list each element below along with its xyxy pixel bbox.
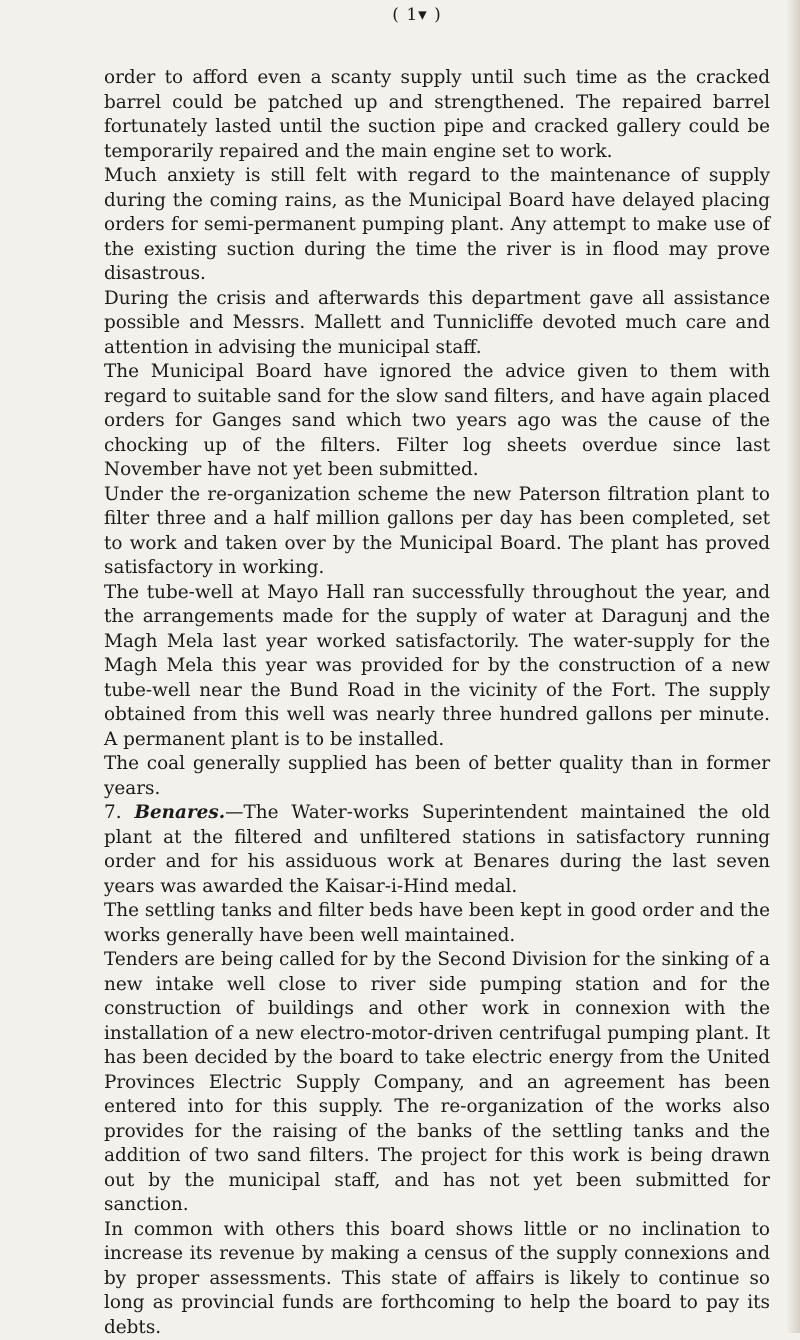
paragraph-2: Much anxiety is still felt with regard to the maintenance of supply during the coming rains, as the Municipal Board have delayed placing orders for semi-permanent pumping plant. Any attempt to make use of the existing suction during the time the river is in flood may prove disastrous. <box>104 164 770 287</box>
benares-paragraph-2: Tenders are being called for by the Second Division for the sinking of a new intake well close to river side pumping station and for the construction of buildings and other work in connexion with the installation of a new electro-motor-driven centrifugal pumping plant. It has been decided by the board to take electric energy from the United Provinces Electric Supply Company, and an agreement has been entered into for this supply. The re-organization of the works also provides for the raising of the banks of the settling tanks and the addition of two sand filters. The project for this work is being drawn out by the municipal staff, and has not yet been submitted for sanction. <box>104 948 770 1218</box>
benares-section-heading-paragraph <box>104 801 770 899</box>
benares-paragraph-1: The settling tanks and filter beds have been kept in good order and the works generally have been well maintained. <box>104 899 770 948</box>
paragraph-4: The Municipal Board have ignored the advice given to them with regard to suitable sand for the slow sand filters, and have again placed orders for Ganges sand which two years ago was the cause of the chocking up of the filters. Filter log sheets overdue since last November have not yet been submitted. <box>104 360 770 483</box>
benares-paragraph-3: In common with others this board shows little or no inclination to increase its revenue by making a census of the supply connexions and by proper assessments. This state of affairs is likely to continue so long as provincial funds are forthcoming to help the board to pay its debts. <box>104 1218 770 1340</box>
section-number: 7. <box>104 802 122 823</box>
page-number: ( 1▾ ) <box>104 4 770 26</box>
paragraph-3: During the crisis and afterwards this department gave all assistance possible and Messrs. Mallett and Tunnicliffe devoted much care and attention in advising the municipal staff. <box>104 287 770 361</box>
page-edge-shadow <box>786 0 800 1333</box>
paragraph-6: The tube-well at Mayo Hall ran successfully throughout the year, and the arrangements made for the supply of water at Daragunj and the Magh Mela last year worked satisfactorily. The water-supply for the Magh Mela this year was provided for by the construction of a new tube-well near the Bund Road in the vicinity of the Fort. The supply obtained from this well was nearly three hundred gallons per minute. A permanent plant is to be installed. <box>104 581 770 753</box>
section-title: Benares. <box>134 802 225 823</box>
paragraph-7: The coal generally supplied has been of better quality than in former years. <box>104 752 770 801</box>
paragraph-5: Under the re-organization scheme the new Paterson filtration plant to filter three and a half million gallons per day has been completed, set to work and taken over by the Municipal Board. The plant has proved satisfactory in working. <box>104 483 770 581</box>
section-intro-text: —The Water-works Superintendent maintained the old plant at the filtered and unfiltered stations in satisfactory running order and for his assiduous work at Benares during the last seven years was awarded the Kaisar-i-Hind medal. <box>104 802 770 897</box>
paragraph-1: order to afford even a scanty supply until such time as the cracked barrel could be patched up and strengthened. The repaired barrel fortunately lasted until the suction pipe and cracked gallery could be temporarily repaired and the main engine set to work. <box>104 66 770 164</box>
